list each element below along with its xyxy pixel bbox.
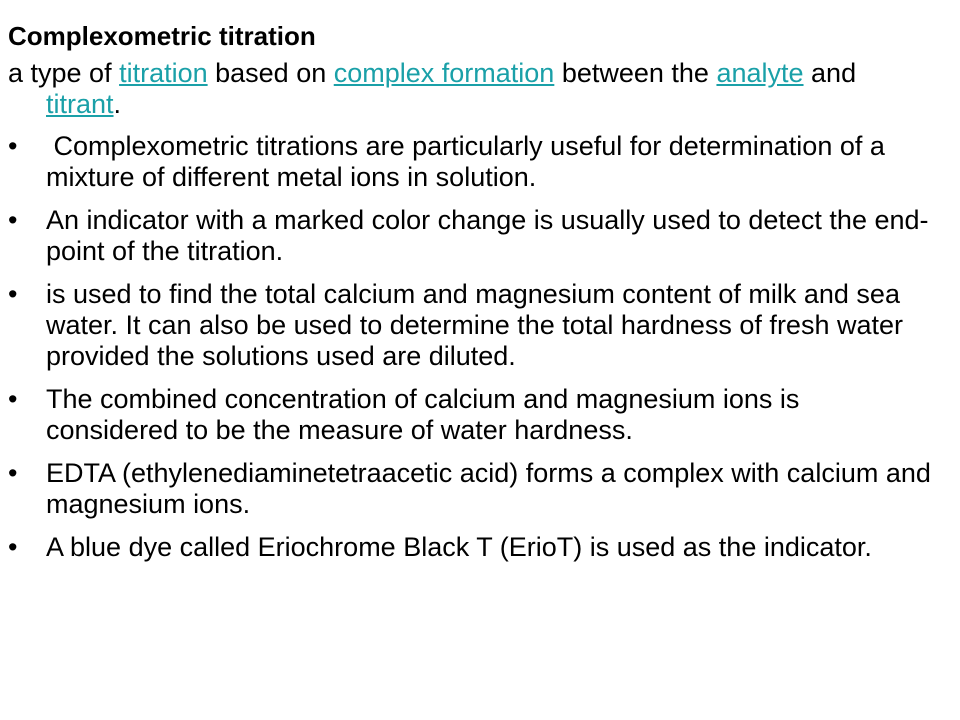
bullet-marker: • (8, 532, 18, 562)
analyte-link[interactable]: analyte (716, 58, 804, 88)
titration-link[interactable]: titration (119, 58, 208, 88)
bullet-item (8, 532, 938, 563)
intro-text-1: a type of (8, 58, 120, 88)
bullet-marker: • (8, 205, 18, 235)
bullet-item (8, 279, 938, 372)
bullet-list (8, 131, 938, 563)
bullet-item (8, 458, 938, 520)
slide-title: Complexometric titration (8, 21, 316, 51)
titrant-link[interactable]: titrant (46, 89, 114, 119)
bullet-marker: • (8, 279, 18, 309)
bullet-text: EDTA (ethylenediaminetetraacetic acid) forms a complex with calcium and magnesium ions. (46, 458, 931, 519)
bullet-item (8, 205, 938, 267)
bullet-text: An indicator with a marked color change is usually used to detect the end-point of the titration. (46, 205, 929, 266)
bullet-marker: • (8, 131, 18, 161)
bullet-item (8, 131, 938, 193)
intro-text-3: between the (554, 58, 717, 88)
complex-formation-link[interactable]: complex formation (333, 58, 555, 88)
bullet-marker: • (8, 384, 18, 414)
intro-text-2: based on (207, 58, 334, 88)
bullet-item (8, 384, 938, 446)
intro-text-4: and (803, 58, 857, 88)
bullet-text: Complexometric titrations are particularly useful for determination of a mixture of different metal ions in solution. (46, 131, 893, 192)
slide-content (8, 20, 938, 575)
intro-text-5: . (113, 89, 122, 119)
bullet-text: is used to find the total calcium and magnesium content of milk and sea water. It can also be used to determine the total hardness of fresh water provided the solutions used are diluted. (46, 279, 903, 371)
bullet-marker: • (8, 458, 18, 488)
bullet-text: A blue dye called Eriochrome Black T (ErioT) is used as the indicator. (46, 532, 872, 562)
intro-paragraph (8, 58, 938, 120)
bullet-text: The combined concentration of calcium and magnesium ions is considered to be the measure of water hardness. (46, 384, 800, 445)
